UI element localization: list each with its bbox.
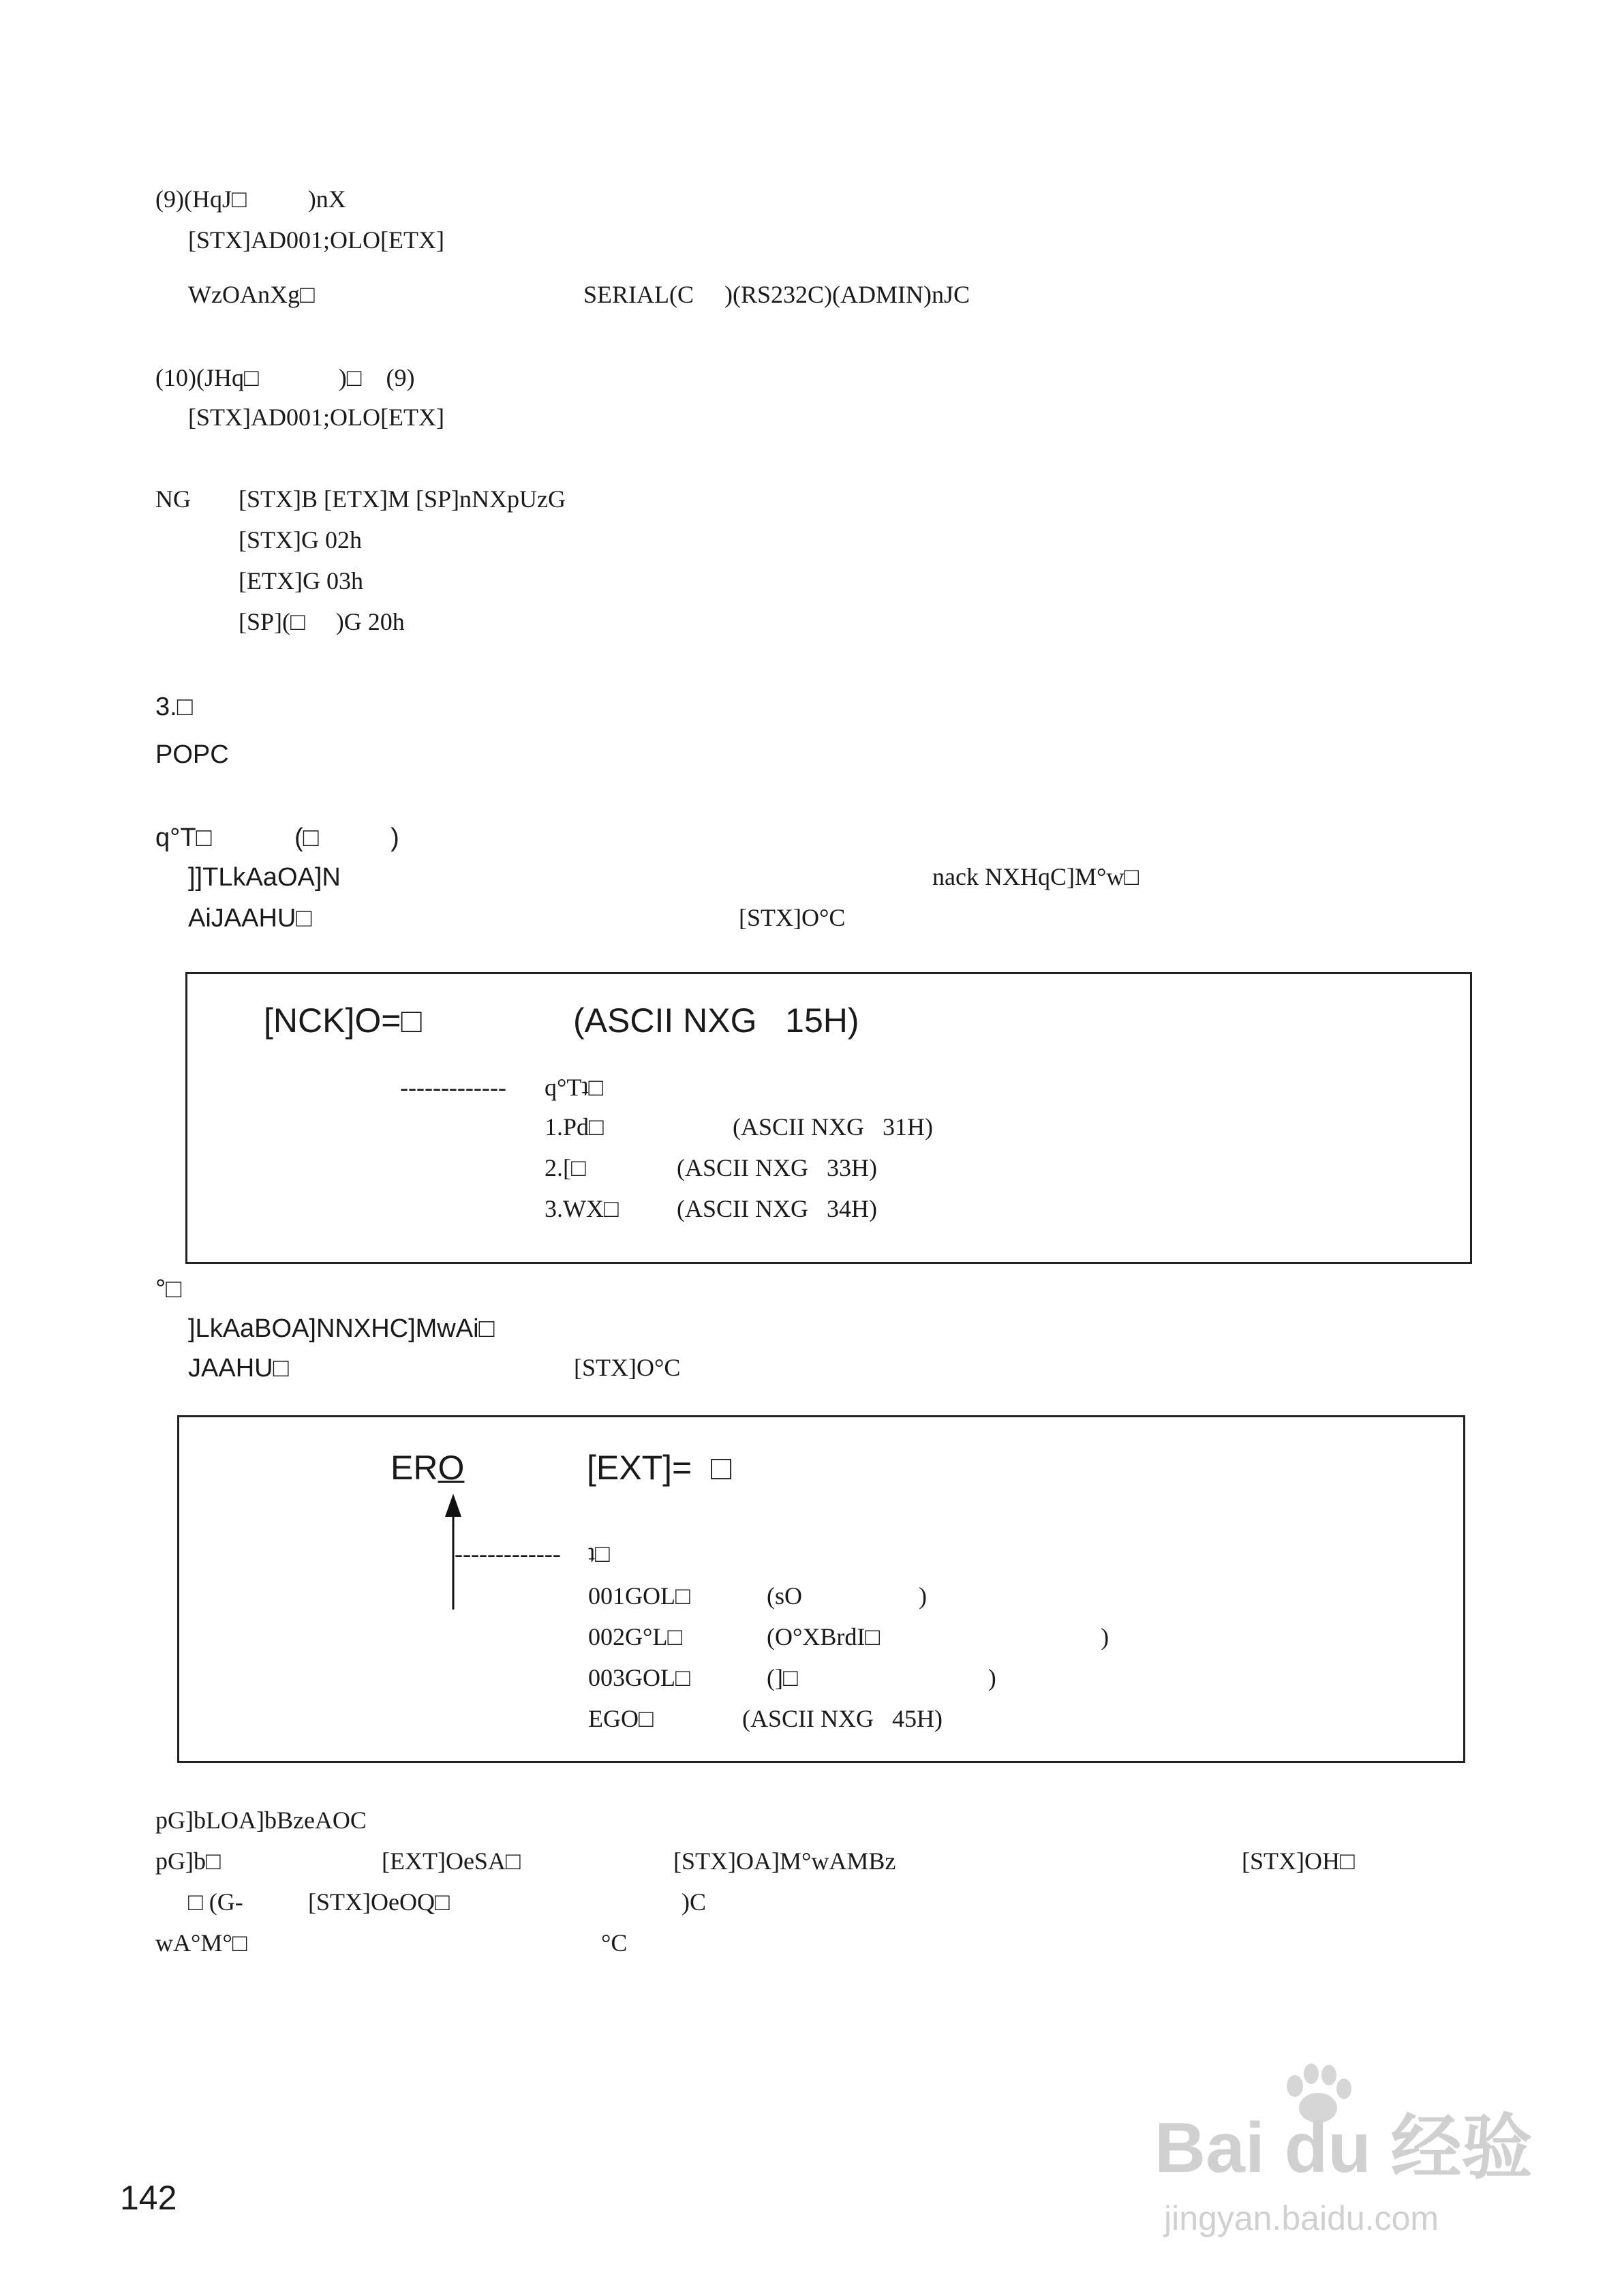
nack-line2-left: AiJAAHU□ (188, 904, 312, 933)
watermark-url: jingyan.baidu.com (1164, 2199, 1439, 2237)
nack-line1-right: nack NXHqC]M°w□ (932, 863, 1139, 890)
nack-box (185, 972, 1472, 1264)
arrow-head (445, 1494, 461, 1517)
nack-item-code: (ASCII NXG 34H) (677, 1195, 877, 1222)
error-item-desc: (ASCII NXG 45H) (742, 1705, 943, 1732)
nack-line1-left: ]]TLkAaOA]N (188, 863, 341, 892)
error-item-desc: (]□ ) (767, 1664, 996, 1691)
notes-label: NG (155, 485, 191, 513)
notes-line: [STX]B [ETX]M [SP]nNXpUzG (239, 485, 566, 513)
error-title: °□ (155, 1275, 182, 1303)
error-item-code: 003GOL□ (588, 1664, 690, 1691)
nack-line2-right: [STX]O°C (739, 904, 846, 931)
footer-line2-d: [STX]OH□ (1242, 1847, 1355, 1875)
section9-note-left: WzOAnXg□ (188, 281, 315, 308)
footer-line2-b: [EXT]OeSA□ (382, 1847, 521, 1875)
error-box (177, 1415, 1465, 1763)
error-line1: ]LkAaBOA]NNXHC]MwAi□ (188, 1314, 495, 1343)
nack-item-name: 2.[□ (545, 1154, 586, 1181)
section9-code: [STX]AD001;OLO[ETX] (188, 226, 444, 254)
error-box-ext: [EXT]= □ (587, 1449, 732, 1487)
error-box-label: ʇ□ (588, 1540, 610, 1567)
section9-heading: (9)(HqJ□ )nX (155, 185, 346, 213)
section3-heading: 3.□ (155, 693, 193, 721)
error-item-code: EGO□ (588, 1705, 654, 1732)
nack-item-name: 1.Pd□ (545, 1113, 604, 1141)
page-number: 142 (120, 2179, 177, 2217)
error-line2-left: JAAHU□ (188, 1354, 289, 1383)
section3-sub: POPC (155, 740, 229, 769)
nack-item-code: (ASCII NXG 31H) (733, 1113, 933, 1141)
nack-item-name: 3.WX□ (545, 1195, 619, 1222)
footer-line1: pG]bLOA]bBzeAOC (155, 1807, 367, 1834)
footer-line2-c: [STX]OA]M°wAMBz (673, 1847, 896, 1875)
nack-title-left: q°T□ (155, 824, 212, 852)
footer-line4-a: wA°M°□ (155, 1929, 247, 1957)
nack-box-header-left: [NCK]O=□ (264, 1001, 422, 1040)
error-item-code: 002G°L□ (588, 1623, 683, 1650)
error-item-desc: (O°XBrdI□ ) (767, 1623, 1110, 1650)
watermark-brand: Bai du 经验 (1154, 2109, 1533, 2188)
nack-box-label: q°Tʇ□ (545, 1074, 604, 1101)
section10-heading: (10)(JHq□ )□ (9) (155, 364, 415, 391)
error-line2-right: [STX]O°C (574, 1354, 681, 1381)
footer-line3-a: □ (G- (188, 1888, 243, 1916)
nack-item-code: (ASCII NXG 33H) (677, 1154, 877, 1181)
footer-line3-c: )C (682, 1888, 706, 1916)
nack-box-dashes: ------------- (400, 1074, 506, 1101)
nack-title-right: (□ ) (294, 824, 399, 852)
notes-line: [SP](□ )G 20h (239, 608, 405, 635)
footer-line3-b: [STX]OeOQ□ (308, 1888, 450, 1916)
nack-box-header-right: (ASCII NXG 15H) (573, 1001, 859, 1040)
section9-note-right: SERIAL(C )(RS232C)(ADMIN)nJC (583, 281, 970, 308)
error-item-code: 001GOL□ (588, 1582, 690, 1610)
footer-line4-b: °C (601, 1929, 628, 1957)
error-box-ero: ERO (391, 1449, 465, 1487)
footer-line2-a: pG]b□ (155, 1847, 221, 1875)
error-box-dashes: ------------- (455, 1540, 561, 1567)
error-item-desc: (sO ) (767, 1582, 927, 1610)
notes-line: [STX]G 02h (239, 526, 362, 554)
notes-line: [ETX]G 03h (239, 567, 363, 594)
section10-code: [STX]AD001;OLO[ETX] (188, 404, 444, 431)
